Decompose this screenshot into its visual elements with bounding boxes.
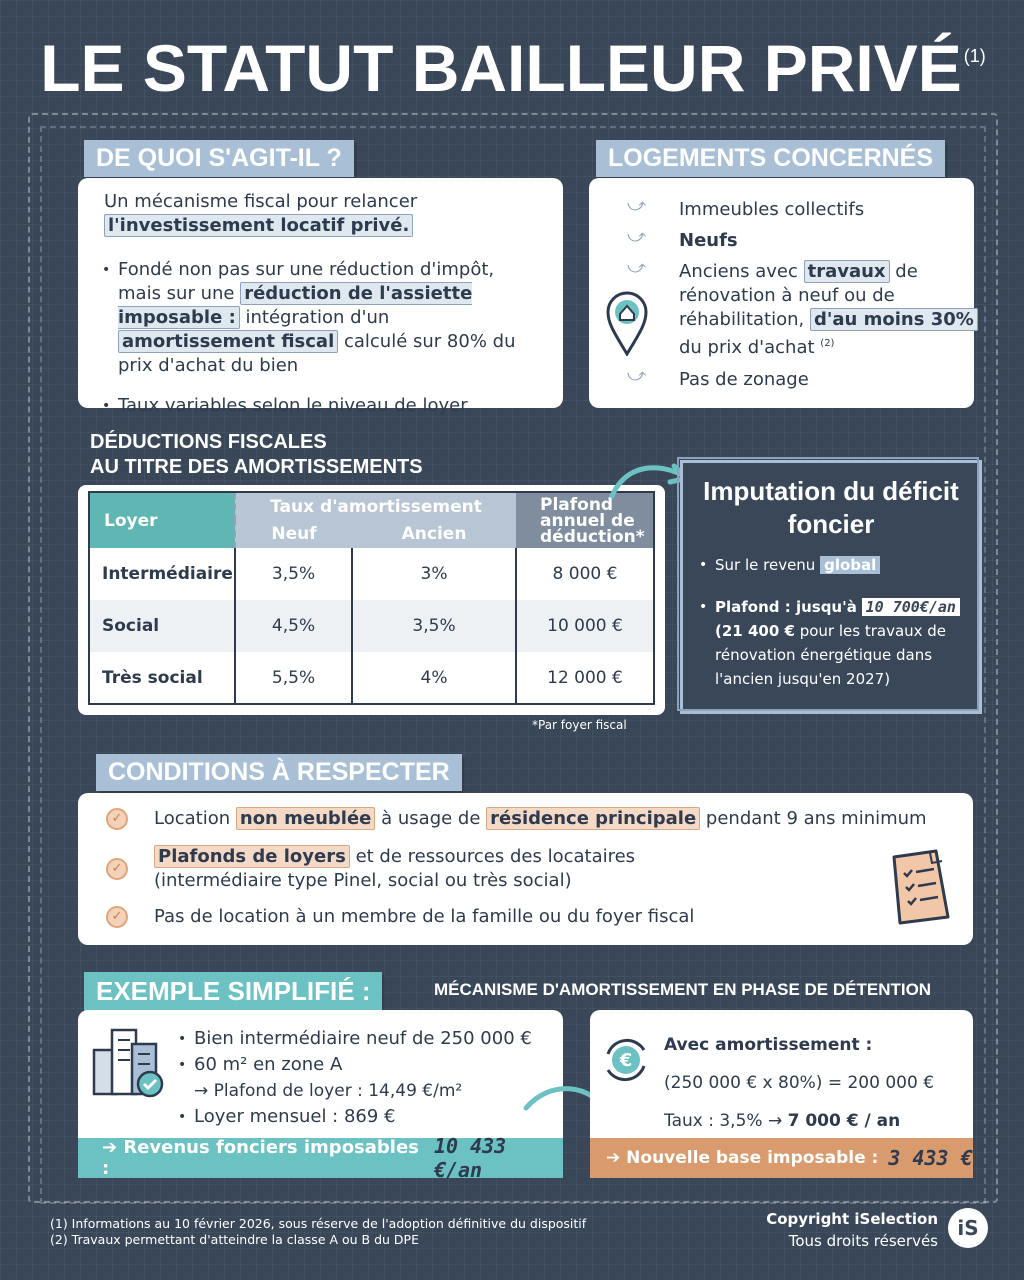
exemple-right-title: Avec amortissement : bbox=[664, 1035, 873, 1055]
condition-1-mid: à usage de bbox=[381, 808, 481, 829]
col-header-taux: Taux d'amortissement bbox=[235, 492, 516, 520]
logement-item-2 bbox=[627, 226, 979, 253]
imputation-bullet-1-pre: Sur le revenu bbox=[715, 556, 816, 574]
deductions-heading bbox=[90, 430, 423, 480]
deductions-heading-line1: DÉDUCTIONS FISCALES bbox=[90, 431, 327, 453]
condition-2-hl: Plafonds de loyers bbox=[154, 845, 350, 868]
quoi-intro bbox=[100, 190, 541, 238]
arrow-curve-icon: ⤻ bbox=[627, 226, 647, 247]
exemple-bullet-2: • 60 m² en zone A bbox=[176, 1052, 556, 1078]
logements-card bbox=[589, 178, 974, 408]
revenus-bar-label: ➔ Revenus fonciers imposables : bbox=[102, 1137, 419, 1178]
section-heading-quoi: DE QUOI S'AGIT-IL ? bbox=[84, 140, 354, 177]
col-header-neuf: Neuf bbox=[235, 520, 352, 548]
table-row bbox=[89, 600, 654, 652]
logement-item-3 bbox=[627, 257, 979, 360]
exemple-bullet-1: • Bien intermédiaire neuf de 250 000 € bbox=[176, 1026, 556, 1052]
check-icon: ✓ bbox=[106, 906, 128, 928]
quoi-card bbox=[78, 178, 563, 416]
quoi-bullet-1-mid: intégration d'un bbox=[245, 307, 390, 328]
checklist-icon bbox=[886, 847, 954, 927]
logement-item-4-text: Pas de zonage bbox=[679, 369, 809, 390]
condition-3-text: Pas de location à un membre de la famille ou du foyer fiscal bbox=[154, 906, 695, 927]
imputation-heading: Imputation du déficit foncier bbox=[703, 476, 959, 539]
condition-2 bbox=[106, 845, 973, 893]
deductions-table-card bbox=[78, 485, 665, 715]
exemple-bullets bbox=[176, 1026, 556, 1130]
logement-item-2-text: Neufs bbox=[679, 230, 738, 251]
section-heading-exemple: EXEMPLE SIMPLIFIÉ : bbox=[84, 972, 382, 1011]
revenus-bar-value: 10 433 €/an bbox=[433, 1134, 507, 1178]
exemple-bullet-4: • Loyer mensuel : 869 € bbox=[176, 1104, 556, 1130]
base-imposable-value: 3 433 € bbox=[888, 1146, 973, 1170]
cell-plafond: 10 000 € bbox=[516, 600, 654, 652]
imputation-bullet-2-amount: (21 400 € bbox=[715, 622, 795, 640]
svg-text:€: € bbox=[619, 1050, 633, 1071]
condition-1-pre: Location bbox=[154, 808, 231, 829]
imputation-bullet-2-hl: 10 700€/an bbox=[862, 598, 960, 616]
logement-item-3-mid: de rénovation à neuf ou de réhabilitation, bbox=[679, 261, 918, 330]
imputation-bullet-2 bbox=[697, 595, 965, 691]
quoi-bullet-1 bbox=[100, 258, 541, 378]
condition-2-post: et de ressources des locataires bbox=[355, 846, 636, 867]
cell-loyer: Intermédiaire bbox=[102, 564, 233, 584]
logement-item-3-post: du prix d'achat bbox=[679, 337, 815, 358]
cell-neuf: 4,5% bbox=[235, 600, 352, 652]
logement-item-3-pre: Anciens avec bbox=[679, 261, 798, 282]
table-row bbox=[89, 548, 654, 600]
logement-item-3-hl2: d'au moins 30% bbox=[810, 308, 978, 331]
footer-note-1: (1) Informations au 10 février 2026, sous réserve de l'adoption définitive du dispositif bbox=[50, 1216, 587, 1231]
arrow-curve-icon: ⤻ bbox=[627, 257, 647, 278]
page-title-text: LE STATUT BAILLEUR PRIVÉ bbox=[40, 31, 962, 105]
cell-neuf: 3,5% bbox=[235, 548, 352, 600]
cell-loyer: Très social bbox=[102, 667, 203, 688]
cell-neuf: 5,5% bbox=[235, 652, 352, 704]
quoi-bullet-1-pre: Fondé non pas sur une réduction d'impôt, mais sur une bbox=[118, 259, 495, 304]
arrow-curve-icon: ⤻ bbox=[627, 365, 647, 386]
exemple-right-card bbox=[590, 1010, 973, 1178]
quoi-bullet-2: • Taux variables selon le niveau de loyer bbox=[100, 394, 541, 418]
table-footnote: *Par foyer fiscal bbox=[532, 718, 627, 732]
exemple-right-line1: (250 000 € x 80%) = 200 000 € bbox=[664, 1073, 935, 1093]
conditions-card bbox=[78, 793, 973, 945]
footer-copyright bbox=[740, 1208, 938, 1252]
check-icon: ✓ bbox=[106, 808, 128, 830]
copyright-text: Copyright iSelection bbox=[766, 1210, 938, 1228]
deductions-heading-line2: AU TITRE DES AMORTISSEMENTS bbox=[90, 456, 423, 478]
cell-plafond: 8 000 € bbox=[516, 548, 654, 600]
revenus-bar bbox=[78, 1134, 563, 1178]
base-imposable-bar bbox=[590, 1138, 973, 1178]
rights-text: Tous droits réservés bbox=[788, 1232, 938, 1250]
exemple-bullet-3: → Plafond de loyer : 14,49 €/m² bbox=[194, 1081, 463, 1101]
quoi-bullet-1-post: calculé sur 80% du prix d'achat du bien bbox=[118, 331, 516, 376]
quoi-bullet-1-hl1: réduction de l'assiette imposable : bbox=[118, 283, 473, 328]
imputation-box bbox=[680, 460, 982, 714]
exemple-subheading: MÉCANISME D'AMORTISSEMENT EN PHASE DE DÉTENTION bbox=[434, 980, 932, 999]
cell-ancien: 4% bbox=[352, 652, 516, 704]
condition-1-hl2: résidence principale bbox=[486, 807, 700, 830]
col-header-ancien: Ancien bbox=[352, 520, 516, 548]
exemple-right-line2-pre: Taux : 3,5% → bbox=[664, 1111, 783, 1131]
cell-loyer: Social bbox=[102, 616, 160, 636]
section-heading-logements: LOGEMENTS CONCERNÉS bbox=[596, 140, 945, 177]
imputation-bullet-2-pre: Plafond : jusqu'à bbox=[715, 598, 857, 616]
exemple-right-line2 bbox=[664, 1102, 969, 1140]
table-row bbox=[89, 652, 654, 704]
logement-item-3-ref: (2) bbox=[820, 338, 835, 349]
condition-3 bbox=[106, 905, 973, 929]
imputation-bullet-2-post: pour les travaux de rénovation énergétique dans l'ancien jusqu'en 2027) bbox=[715, 622, 947, 688]
condition-1 bbox=[106, 807, 973, 831]
cell-ancien: 3% bbox=[352, 548, 516, 600]
logement-item-3-hl1: travaux bbox=[804, 260, 890, 283]
cell-ancien: 3,5% bbox=[352, 600, 516, 652]
quoi-intro-highlight: l'investissement locatif privé. bbox=[104, 214, 413, 237]
quoi-intro-line: Un mécanisme fiscal pour relancer bbox=[104, 191, 418, 212]
condition-1-post: pendant 9 ans minimum bbox=[705, 808, 927, 829]
logement-item-4 bbox=[627, 365, 979, 392]
exemple-right-line2-bold: 7 000 € / an bbox=[787, 1111, 901, 1131]
exemple-left-card bbox=[78, 1010, 563, 1178]
imputation-bullets bbox=[683, 541, 979, 691]
condition-1-hl1: non meublée bbox=[236, 807, 376, 830]
logement-item-1-text: Immeubles collectifs bbox=[679, 199, 865, 220]
quoi-bullets bbox=[100, 258, 541, 418]
deductions-table bbox=[88, 491, 655, 705]
arrow-curve-icon: ⤻ bbox=[627, 195, 647, 216]
col-header-loyer: Loyer bbox=[89, 492, 235, 548]
col-header-plafond: Plafond annuel de déduction* bbox=[516, 492, 654, 548]
iselection-logo: iS bbox=[948, 1208, 988, 1248]
imputation-bullet-1 bbox=[697, 553, 965, 577]
page-title bbox=[0, 30, 1024, 106]
condition-2-line2: (intermédiaire type Pinel, social ou très social) bbox=[154, 870, 572, 891]
footer-notes bbox=[50, 1216, 586, 1248]
title-footnote-ref: (1) bbox=[963, 46, 986, 66]
exemple-right-text bbox=[664, 1026, 969, 1140]
footer-note-2: (2) Travaux permettant d'atteindre la classe A ou B du DPE bbox=[50, 1232, 419, 1247]
euro-cycle-icon bbox=[600, 1034, 652, 1086]
imputation-bullet-1-hl: global bbox=[820, 556, 880, 574]
section-heading-conditions: CONDITIONS À RESPECTER bbox=[96, 754, 462, 791]
condition-2-text bbox=[154, 845, 635, 893]
logements-list bbox=[627, 195, 979, 392]
location-pin-icon bbox=[605, 290, 649, 360]
buildings-icon bbox=[90, 1026, 166, 1098]
check-icon: ✓ bbox=[106, 858, 128, 880]
base-imposable-label: ➔ Nouvelle base imposable : bbox=[606, 1148, 879, 1168]
logement-item-1 bbox=[627, 195, 979, 222]
cell-plafond: 12 000 € bbox=[516, 652, 654, 704]
quoi-bullet-1-hl2: amortissement fiscal bbox=[118, 330, 338, 353]
condition-1-text bbox=[154, 807, 927, 831]
